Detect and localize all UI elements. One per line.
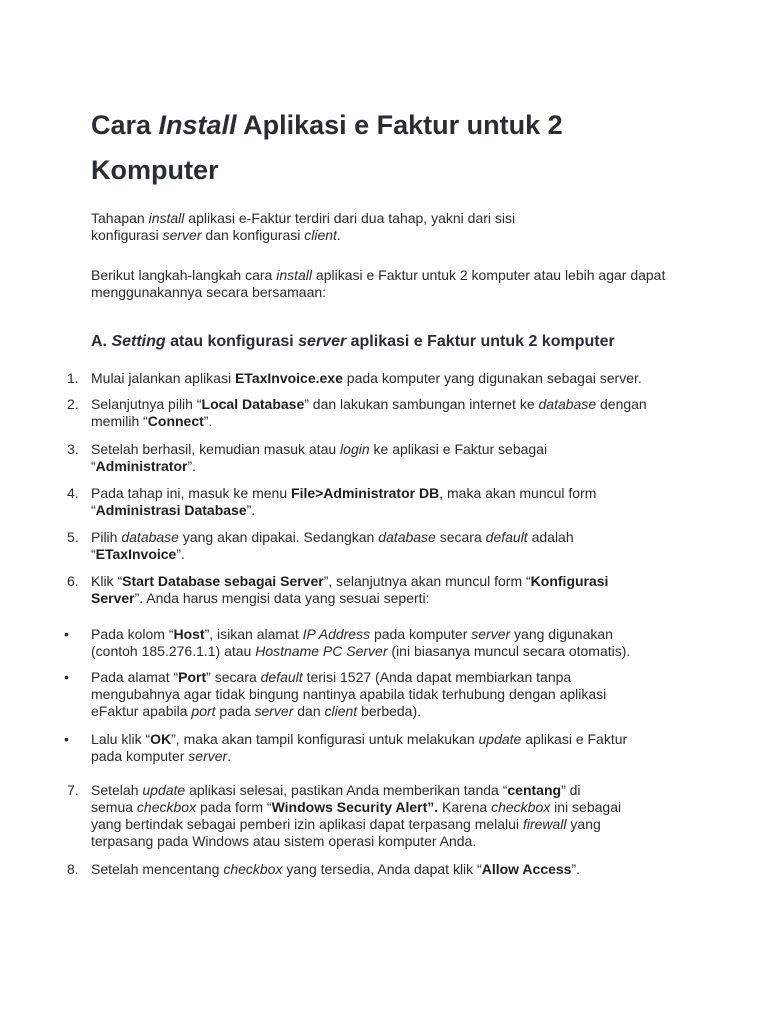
bullet-item-2 — [64, 669, 691, 720]
text: dan — [293, 703, 325, 719]
step-item-6 — [67, 573, 691, 607]
intro-paragraph-2 — [91, 267, 691, 301]
text: adalah — [527, 529, 574, 545]
text-bold: Konfigurasi — [530, 573, 609, 589]
text: , maka akan muncul form — [439, 485, 597, 501]
text-bold: Allow Access — [481, 861, 572, 877]
text: “ — [91, 546, 96, 562]
text-bold: ETaxInvoice.exe — [234, 370, 343, 386]
text-bold: Administrator — [95, 458, 188, 474]
text-italic: checkbox — [223, 861, 283, 877]
text-bold: ”. — [427, 799, 439, 815]
text: terisi 1527 (Anda dapat membiarkan tanpa — [302, 669, 572, 685]
text: ” dan lakukan sambungan internet ke — [304, 396, 539, 412]
text: atau konfigurasi — [165, 333, 299, 350]
text: Setelah mencentang — [91, 861, 224, 877]
text: yang — [566, 816, 601, 832]
text-bold: OK — [150, 731, 172, 747]
text: Pilih — [91, 529, 122, 545]
step-item-5 — [67, 529, 691, 563]
text-italic: database — [121, 529, 179, 545]
text: aplikasi e Faktur — [521, 731, 628, 747]
text-italic: client — [324, 703, 358, 719]
text-italic: server — [162, 227, 202, 243]
text: ”. — [187, 458, 197, 474]
text: “ — [91, 502, 96, 518]
text-italic: install — [276, 267, 313, 283]
text: Setelah berhasil, kemudian masuk atau — [91, 441, 341, 457]
text-italic: checkbox — [136, 799, 197, 815]
step-item-1 — [67, 370, 691, 387]
text: ”. — [203, 413, 213, 429]
text: pada komputer — [370, 626, 472, 642]
text: Lalu klik “ — [91, 731, 151, 747]
text: “ — [91, 458, 96, 474]
text-italic: port — [191, 703, 216, 719]
text: berbeda). — [357, 703, 422, 719]
bullet-marker: • — [64, 626, 69, 642]
text: pada komputer yang digunakan sebagai server. — [342, 370, 642, 386]
text-bold: File>Administrator DB — [291, 485, 440, 501]
text: ke aplikasi e Faktur sebagai — [369, 441, 548, 457]
text-bold: Administrasi Database — [95, 502, 247, 518]
text: mengubahnya agar tidak bingung nantinya apabila tidak terhubung dengan aplikasi — [91, 686, 607, 702]
text: ” di — [561, 782, 581, 798]
step-number: 3. — [67, 441, 79, 457]
text: aplikasi selesai, pastikan Anda memberikan tanda “ — [185, 782, 508, 798]
text: dengan memilih “ — [91, 396, 647, 429]
text: secara — [435, 529, 486, 545]
step-number: 7. — [67, 782, 79, 798]
text: ini sebagai — [550, 799, 622, 815]
text: aplikasi e Faktur untuk 2 komputer — [346, 333, 615, 350]
text: Pada kolom “ — [91, 626, 174, 642]
text: Setelah — [91, 782, 143, 798]
step-number: 2. — [67, 396, 79, 412]
step-number: 5. — [67, 529, 79, 545]
step-number: 1. — [67, 370, 79, 386]
text-bold: ETaxInvoice — [95, 546, 177, 562]
text: aplikasi e-Faktur terdiri dari dua tahap, yakni dari sisi — [184, 210, 516, 226]
step-item-8 — [67, 861, 691, 878]
text: aplikasi e Faktur untuk 2 komputer atau lebih agar dapat menggunakannya secara bersamaan: — [91, 267, 666, 300]
text: ” secara — [206, 669, 261, 685]
step-number: 4. — [67, 485, 79, 501]
step-item-7 — [67, 782, 691, 850]
text: Mulai jalankan aplikasi — [91, 370, 235, 386]
text-italic: server — [471, 626, 511, 642]
text: . — [227, 748, 232, 764]
text: ”. — [246, 502, 256, 518]
text-bold: Windows Security Alert — [271, 799, 428, 815]
text-italic: server — [188, 748, 228, 764]
text-italic: login — [340, 441, 370, 457]
text: terpasang pada Windows atau sistem operasi komputer Anda. — [91, 833, 477, 849]
bullet-item-3 — [64, 731, 691, 765]
step-number: 8. — [67, 861, 79, 877]
title-part: Cara — [91, 110, 159, 140]
text: pada — [215, 703, 255, 719]
section-heading-a — [91, 332, 615, 352]
text-italic: update — [478, 731, 522, 747]
text: ”, maka akan tampil konfigurasi untuk melakukan — [171, 731, 479, 747]
text: A. — [91, 333, 112, 350]
intro-paragraph — [91, 210, 691, 244]
step-item-4 — [67, 485, 691, 519]
text-italic: checkbox — [491, 799, 551, 815]
text-bold: Host — [173, 626, 205, 642]
text-bold: Server — [91, 590, 135, 606]
title-part: Aplikasi e Faktur untuk 2 Komputer — [91, 110, 563, 185]
bullet-marker: • — [64, 731, 69, 747]
text: konfigurasi — [91, 227, 163, 243]
text-italic: default — [260, 669, 303, 685]
text-italic: default — [485, 529, 528, 545]
text-italic: update — [142, 782, 186, 798]
text: yang bertindak sebagai pemberi izin aplikasi dapat terpasang melalui — [91, 816, 523, 832]
bullet-marker: • — [64, 669, 69, 685]
text-italic: firewall — [522, 816, 567, 832]
text: Klik “ — [91, 573, 123, 589]
text: yang digunakan — [510, 626, 613, 642]
text: ”. — [176, 546, 185, 562]
text-bold: Start Database sebagai Server — [122, 573, 324, 589]
text-bold: Connect — [147, 413, 204, 429]
text: pada komputer — [91, 748, 189, 764]
text: yang akan dipakai. Sedangkan — [178, 529, 379, 545]
text: Karena — [438, 799, 492, 815]
text: (ini biasanya muncul secara otomatis). — [387, 643, 631, 659]
text: Berikut langkah-langkah cara — [91, 267, 277, 283]
text-italic: database — [538, 396, 597, 412]
text: (contoh 185.276.1.1) atau — [91, 643, 256, 659]
text-italic: client — [304, 227, 337, 243]
text: ”, selanjutnya akan muncul form “ — [323, 573, 531, 589]
text-italic: IP Address — [302, 626, 371, 642]
text-bold: Local Database — [201, 396, 305, 412]
text-italic: server — [254, 703, 294, 719]
text: ”, isikan alamat — [204, 626, 303, 642]
step-item-3 — [67, 441, 691, 475]
text: pada form “ — [196, 799, 272, 815]
text: eFaktur apabila — [91, 703, 192, 719]
text: Pada alamat “ — [91, 669, 179, 685]
text-bold: centang — [507, 782, 562, 798]
text-italic: Hostname PC Server — [255, 643, 388, 659]
page-title — [91, 103, 651, 193]
text: dan konfigurasi — [201, 227, 305, 243]
title-part-italic: Install — [158, 110, 237, 140]
text-italic: database — [378, 529, 436, 545]
text-italic: install — [148, 210, 185, 226]
text: yang tersedia, Anda dapat klik “ — [282, 861, 482, 877]
text-bold: Port — [178, 669, 207, 685]
text: Pada tahap ini, masuk ke menu — [91, 485, 292, 501]
bullet-item-1 — [64, 626, 691, 660]
text: . — [336, 227, 341, 243]
text: Tahapan — [91, 210, 149, 226]
text-italic: Setting — [111, 333, 166, 350]
text: ”. — [571, 861, 581, 877]
text: ”. Anda harus mengisi data yang sesuai seperti: — [134, 590, 430, 606]
text: semua — [91, 799, 137, 815]
step-number: 6. — [67, 573, 79, 589]
text-italic: server — [298, 333, 347, 350]
step-item-2 — [67, 396, 691, 430]
text: Selanjutnya pilih “ — [91, 396, 202, 412]
